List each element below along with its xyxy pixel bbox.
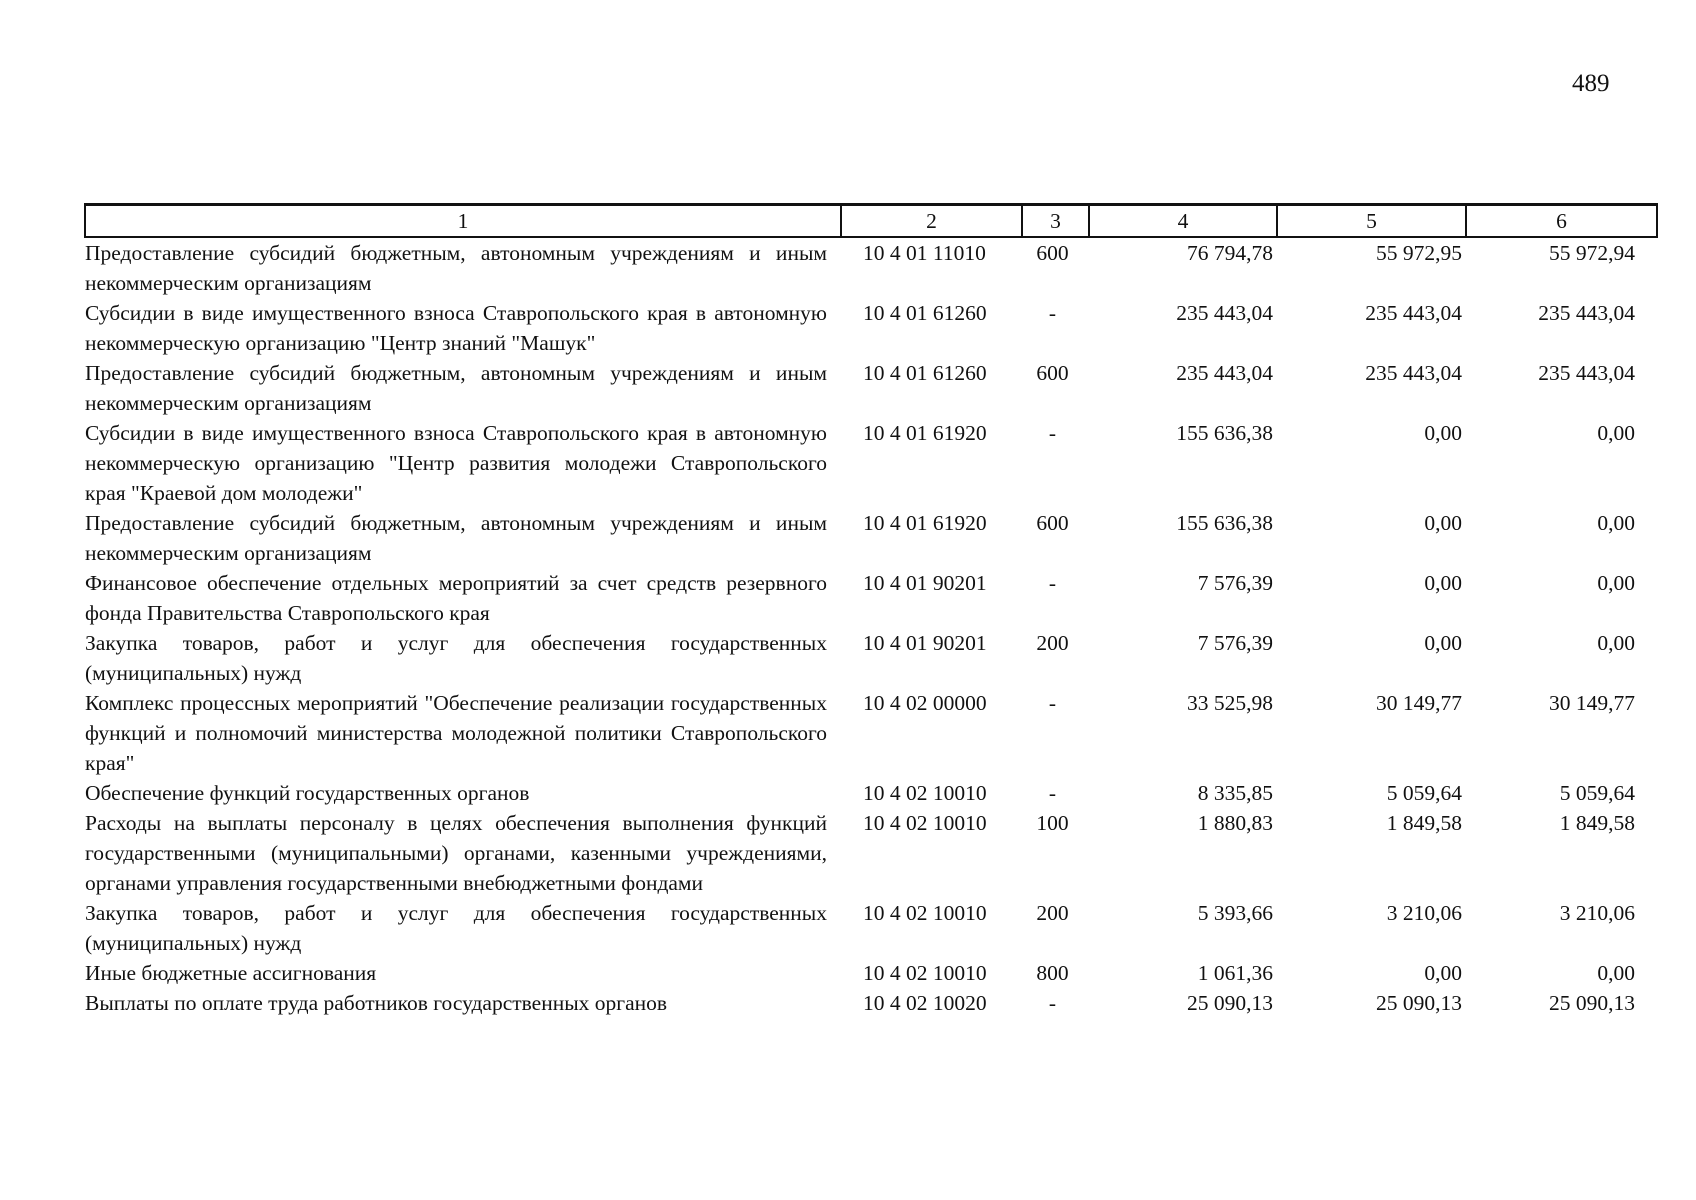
- table-row: [85, 808, 1657, 898]
- column-header-4: 4: [1089, 205, 1277, 238]
- column-header-5: 5: [1277, 205, 1466, 238]
- table-row: [85, 628, 1657, 688]
- row-name: Предоставление субсидий бюджетным, автономным учреждениям и иным некоммерческим организациям: [85, 241, 827, 295]
- table-header-row: [85, 205, 1657, 238]
- row-code: 10 4 01 61260: [863, 301, 987, 325]
- row-value-6: 5 059,64: [1559, 781, 1635, 805]
- row-value-5: 0,00: [1424, 511, 1462, 535]
- column-header-6: 6: [1466, 205, 1657, 238]
- column-header-3: 3: [1022, 205, 1089, 238]
- row-expense-type: -: [1048, 691, 1057, 715]
- row-expense-type: -: [1048, 421, 1057, 445]
- row-expense-type: -: [1048, 781, 1057, 805]
- page-number: 489: [1572, 70, 1610, 97]
- row-code: 10 4 01 61920: [863, 421, 987, 445]
- table-row: [85, 508, 1657, 568]
- table-row: [85, 988, 1657, 1018]
- row-name: Субсидии в виде имущественного взноса Ставропольского края в автономную некоммерческую организацию "Центр знаний "Машук": [85, 301, 827, 355]
- row-value-5: 1 849,58: [1386, 811, 1462, 835]
- row-name: Обеспечение функций государственных органов: [85, 781, 530, 805]
- row-code: 10 4 01 90201: [863, 631, 987, 655]
- row-code: 10 4 01 90201: [863, 571, 987, 595]
- row-value-6: 3 210,06: [1559, 901, 1635, 925]
- row-value-6: 0,00: [1597, 961, 1635, 985]
- row-value-6: 55 972,94: [1549, 241, 1635, 265]
- row-value-5: 0,00: [1424, 571, 1462, 595]
- row-value-6: 0,00: [1597, 571, 1635, 595]
- row-expense-type: -: [1048, 571, 1057, 595]
- column-header-2: 2: [841, 205, 1022, 238]
- row-name: Финансовое обеспечение отдельных мероприятий за счет средств резервного фонда Правительства Ставропольского края: [85, 571, 827, 625]
- row-expense-type: 800: [1036, 961, 1069, 985]
- row-code: 10 4 02 10010: [863, 811, 987, 835]
- table-row: [85, 778, 1657, 808]
- row-value-4: 1 061,36: [1197, 961, 1273, 985]
- table-row: [85, 358, 1657, 418]
- row-name: Закупка товаров, работ и услуг для обеспечения государственных (муниципальных) нужд: [85, 631, 827, 685]
- row-value-4: 7 576,39: [1197, 571, 1273, 595]
- row-code: 10 4 01 61920: [863, 511, 987, 535]
- row-expense-type: -: [1048, 301, 1057, 325]
- row-value-6: 235 443,04: [1538, 301, 1635, 325]
- row-expense-type: 200: [1036, 631, 1069, 655]
- row-value-4: 235 443,04: [1176, 301, 1273, 325]
- row-expense-type: -: [1048, 991, 1057, 1015]
- row-value-6: 0,00: [1597, 631, 1635, 655]
- row-value-4: 1 880,83: [1197, 811, 1273, 835]
- row-value-5: 25 090,13: [1376, 991, 1462, 1015]
- row-code: 10 4 01 61260: [863, 361, 987, 385]
- table-row: [85, 298, 1657, 358]
- row-name: Расходы на выплаты персоналу в целях обеспечения выполнения функций государственными (муниципальными) органами, казенными учреждениями, органами управления государственными внебюджетными фондами: [85, 811, 827, 895]
- row-value-5: 55 972,95: [1376, 241, 1462, 265]
- row-name: Предоставление субсидий бюджетным, автономным учреждениям и иным некоммерческим организациям: [85, 511, 827, 565]
- row-code: 10 4 02 00000: [863, 691, 987, 715]
- row-expense-type: 600: [1036, 361, 1069, 385]
- row-expense-type: 600: [1036, 241, 1069, 265]
- row-expense-type: 600: [1036, 511, 1069, 535]
- row-code: 10 4 02 10010: [863, 961, 987, 985]
- row-code: 10 4 02 10020: [863, 991, 987, 1015]
- row-value-6: 1 849,58: [1559, 811, 1635, 835]
- row-value-6: 0,00: [1597, 421, 1635, 445]
- row-name: Выплаты по оплате труда работников государственных органов: [85, 991, 668, 1015]
- row-name: Закупка товаров, работ и услуг для обеспечения государственных (муниципальных) нужд: [85, 901, 827, 955]
- row-name: Субсидии в виде имущественного взноса Ставропольского края в автономную некоммерческую организацию "Центр развития молодежи Ставропольского края "Краевой дом молодежи": [85, 421, 827, 505]
- row-name: Комплекс процессных мероприятий "Обеспечение реализации государственных функций и полномочий министерства молодежной политики Ставропольского края": [85, 691, 827, 775]
- row-value-5: 235 443,04: [1365, 301, 1462, 325]
- table-row: [85, 958, 1657, 988]
- row-value-4: 8 335,85: [1197, 781, 1273, 805]
- column-header-1: 1: [85, 205, 841, 238]
- row-value-5: 0,00: [1424, 421, 1462, 445]
- row-value-4: 155 636,38: [1176, 421, 1273, 445]
- table-row: [85, 688, 1657, 778]
- table-row: [85, 418, 1657, 508]
- row-code: 10 4 02 10010: [863, 781, 987, 805]
- table-row: [85, 898, 1657, 958]
- row-value-4: 33 525,98: [1187, 691, 1273, 715]
- row-value-4: 155 636,38: [1176, 511, 1273, 535]
- row-value-5: 3 210,06: [1386, 901, 1462, 925]
- row-value-5: 0,00: [1424, 961, 1462, 985]
- budget-table: [84, 203, 1658, 1018]
- row-value-6: 25 090,13: [1549, 991, 1635, 1015]
- row-value-4: 235 443,04: [1176, 361, 1273, 385]
- row-value-6: 30 149,77: [1549, 691, 1635, 715]
- row-value-5: 5 059,64: [1386, 781, 1462, 805]
- row-value-6: 235 443,04: [1538, 361, 1635, 385]
- row-value-5: 235 443,04: [1365, 361, 1462, 385]
- table-row: [85, 237, 1657, 298]
- row-value-5: 30 149,77: [1376, 691, 1462, 715]
- row-expense-type: 100: [1036, 811, 1069, 835]
- row-name: Иные бюджетные ассигнования: [85, 961, 377, 985]
- row-value-4: 5 393,66: [1197, 901, 1273, 925]
- row-code: 10 4 01 11010: [863, 241, 986, 265]
- row-value-4: 7 576,39: [1197, 631, 1273, 655]
- row-name: Предоставление субсидий бюджетным, автономным учреждениям и иным некоммерческим организациям: [85, 361, 827, 415]
- row-expense-type: 200: [1036, 901, 1069, 925]
- row-value-4: 25 090,13: [1187, 991, 1273, 1015]
- row-value-4: 76 794,78: [1187, 241, 1273, 265]
- row-value-5: 0,00: [1424, 631, 1462, 655]
- row-value-6: 0,00: [1597, 511, 1635, 535]
- row-code: 10 4 02 10010: [863, 901, 987, 925]
- table-row: [85, 568, 1657, 628]
